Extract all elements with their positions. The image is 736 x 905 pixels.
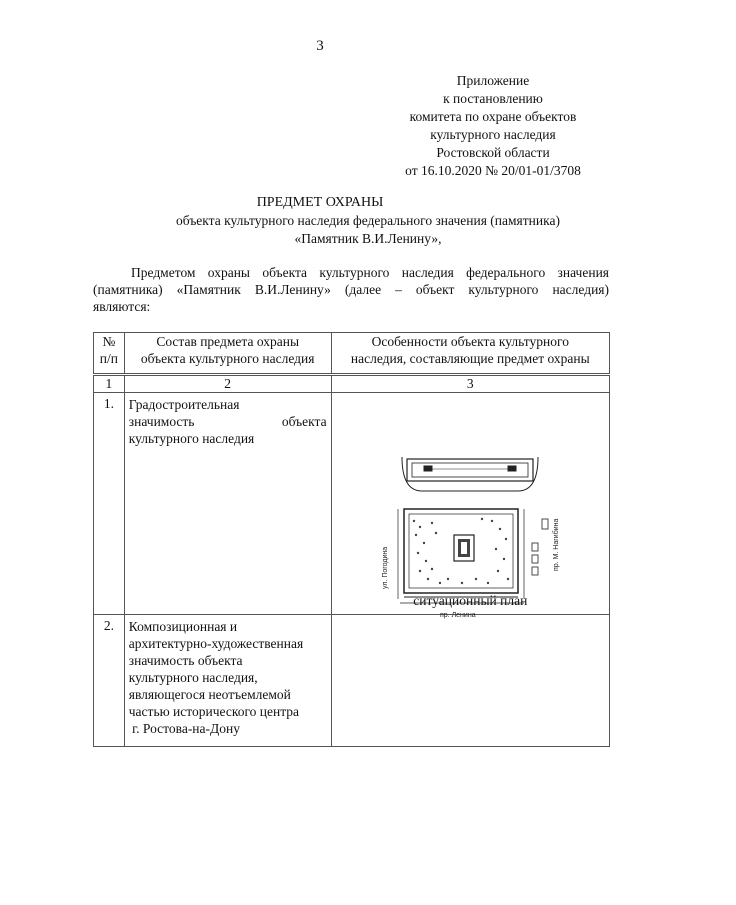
intro-line: Предметом охраны объекта культурного наследия федерального значения: [131, 265, 609, 280]
header-text: п/п: [99, 351, 118, 366]
appendix-line: Приложение: [456, 73, 530, 88]
appendix-line: комитета по охране объектов: [409, 109, 577, 124]
appendix-line: к постановлению: [443, 91, 543, 106]
table-row: [94, 393, 610, 615]
row-features: [331, 393, 609, 619]
building-drawing: [402, 457, 538, 491]
table-row: [94, 615, 610, 747]
header-text: Состав предмета охраны: [156, 334, 300, 349]
row-features: [331, 615, 609, 747]
appendix-line: от 16.10.2020 № 20/01-01/3708: [405, 163, 581, 178]
row-text-line: культурного наследия: [128, 431, 255, 446]
row-text-line: являющегося неотъемлемой: [128, 687, 291, 702]
street-label-right: пр. М. Нагибина: [552, 518, 560, 571]
row-text-line: г. Ростова-на-Дону: [128, 721, 240, 736]
protection-subject-table: [93, 332, 610, 747]
row-text-line: архитектурно-художественная: [128, 636, 304, 651]
row-text-line: Композиционная и: [128, 619, 238, 634]
square-drawing: [398, 509, 524, 603]
row-description: [124, 393, 331, 615]
column-number-row: [94, 375, 610, 393]
street-label-left: ул. Погодина: [381, 546, 389, 589]
plan-caption: ситуационный план: [413, 593, 528, 608]
intro-paragraph: [93, 264, 609, 315]
monument-name: «Памятник В.И.Ленину»,: [294, 231, 442, 246]
header-text: №: [102, 334, 116, 349]
header-composition: [124, 333, 331, 375]
header-text: наследия, составляющие предмет охраны: [350, 351, 590, 366]
intro-line: (памятника) «Памятник В.И.Ленину» (далее – объект культурного наследия): [93, 282, 609, 297]
row-text-line: частью исторического центра: [128, 704, 300, 719]
document-title: ПРЕДМЕТ ОХРАНЫ: [256, 195, 384, 210]
row-text-line: культурного наследия,: [128, 670, 258, 685]
row-text-line: значимость объекта: [128, 653, 243, 668]
column-number: 3: [331, 375, 609, 393]
situational-plan: [332, 393, 609, 619]
document-subtitle: объекта культурного наследия федерального значения (памятника): [176, 213, 560, 228]
row-text-line: Градостроительная: [128, 397, 240, 412]
header-features: [331, 333, 609, 375]
row-text-line: значимость объекта: [128, 414, 327, 429]
row-description: [124, 615, 331, 747]
street-label-bottom: пр. Ленина: [439, 612, 476, 619]
row-number: 2.: [94, 615, 125, 747]
page-number: 3: [316, 38, 324, 54]
header-number: [94, 333, 125, 375]
column-number: 2: [124, 375, 331, 393]
appendix-block: [380, 72, 606, 180]
column-number: 1: [94, 375, 125, 393]
table-header-row: [94, 333, 610, 375]
appendix-line: культурного наследия: [430, 127, 556, 142]
appendix-line: Ростовской области: [436, 145, 550, 160]
header-text: объекта культурного наследия: [140, 351, 315, 366]
side-buildings: [532, 519, 548, 575]
header-text: Особенности объекта культурного: [371, 334, 569, 349]
row-number: 1.: [94, 393, 125, 615]
intro-line: являются:: [93, 299, 151, 314]
